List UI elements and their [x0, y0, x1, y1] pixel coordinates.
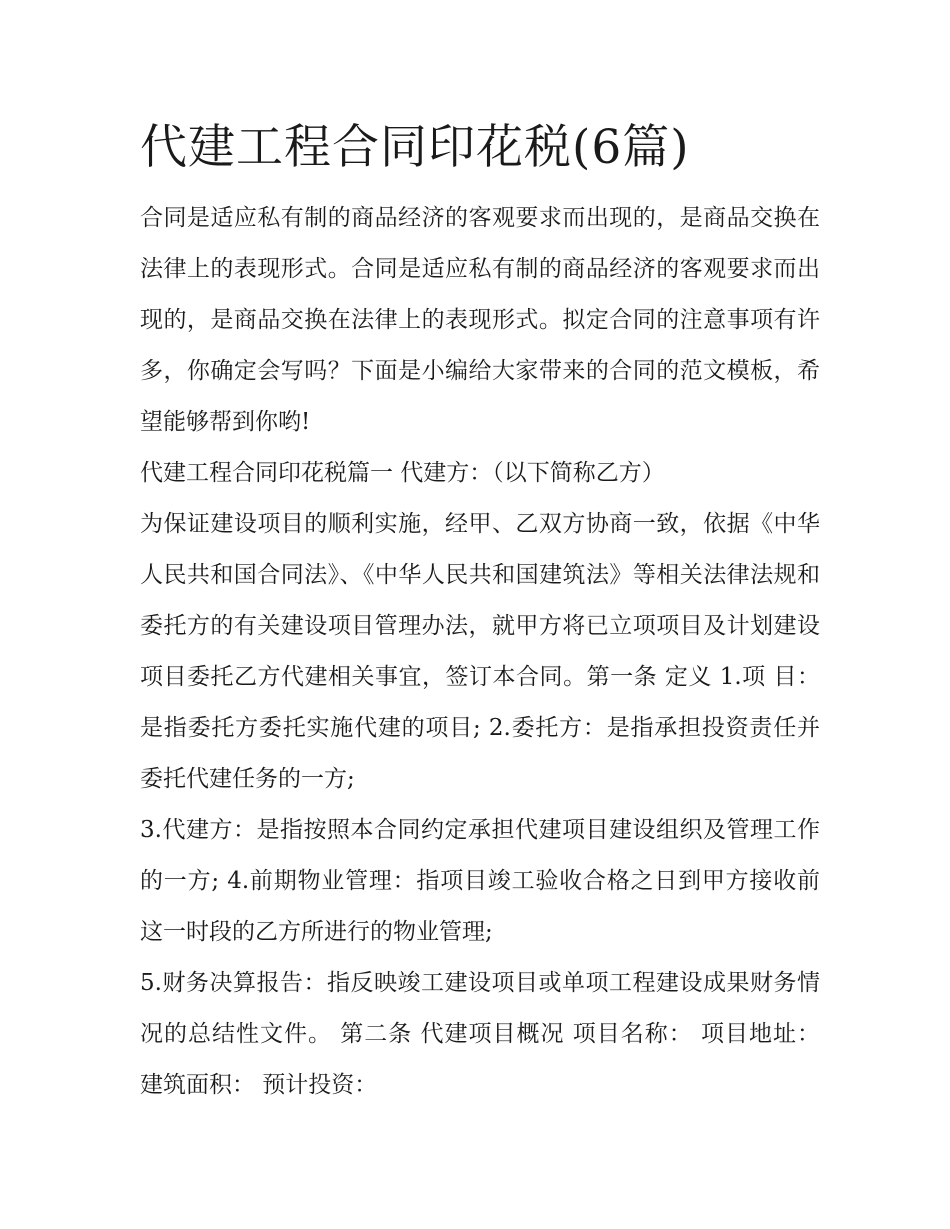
document-title: 代建工程合同印花税(6篇) — [140, 120, 690, 175]
contract-paragraph: 5.财务决算报告：指反映竣工建设项目或单项工程建设成果财务情况的总结性文件。 第二条 代建项目概况 项目名称： 项目地址： 建筑面积： 预计投资： — [140, 970, 820, 1098]
contract-paragraph: 3.代建方：是指按照本合同约定承担代建项目建设组织及管理工作的一方; 4.前期物业管理：指项目竣工验收合格之日到甲方接收前这一时段的乙方所进行的物业管理; — [140, 817, 820, 945]
document-body — [140, 112, 820, 1111]
intro-paragraph: 合同是适应私有制的商品经济的客观要求而出现的，是商品交换在法律上的表现形式。合同是适应私有制的商品经济的客观要求而出现的，是商品交换在法律上的表现形式。拟定合同的注意事项有许多，你确定会写吗？下面是小编给大家带来的合同的范文模板，希望能够帮到你哟! — [140, 205, 820, 435]
contract-paragraph: 为保证建设项目的顺利实施，经甲、乙双方协商一致，依据《中华人民共和国合同法》、《中华人民共和国建筑法》等相关法律法规和委托方的有关建设项目管理办法，就甲方将已立项项目及计划建设项目委托乙方代建相关事宜，签订本合同。第一条 定义 1.项 目：是指委托方委托实施代建的项目; 2.委托方：是指承担投资责任并委托代建任务的一方; — [140, 511, 820, 792]
section-heading: 代建工程合同印花税篇一 代建方：（以下简称乙方） — [140, 460, 665, 486]
